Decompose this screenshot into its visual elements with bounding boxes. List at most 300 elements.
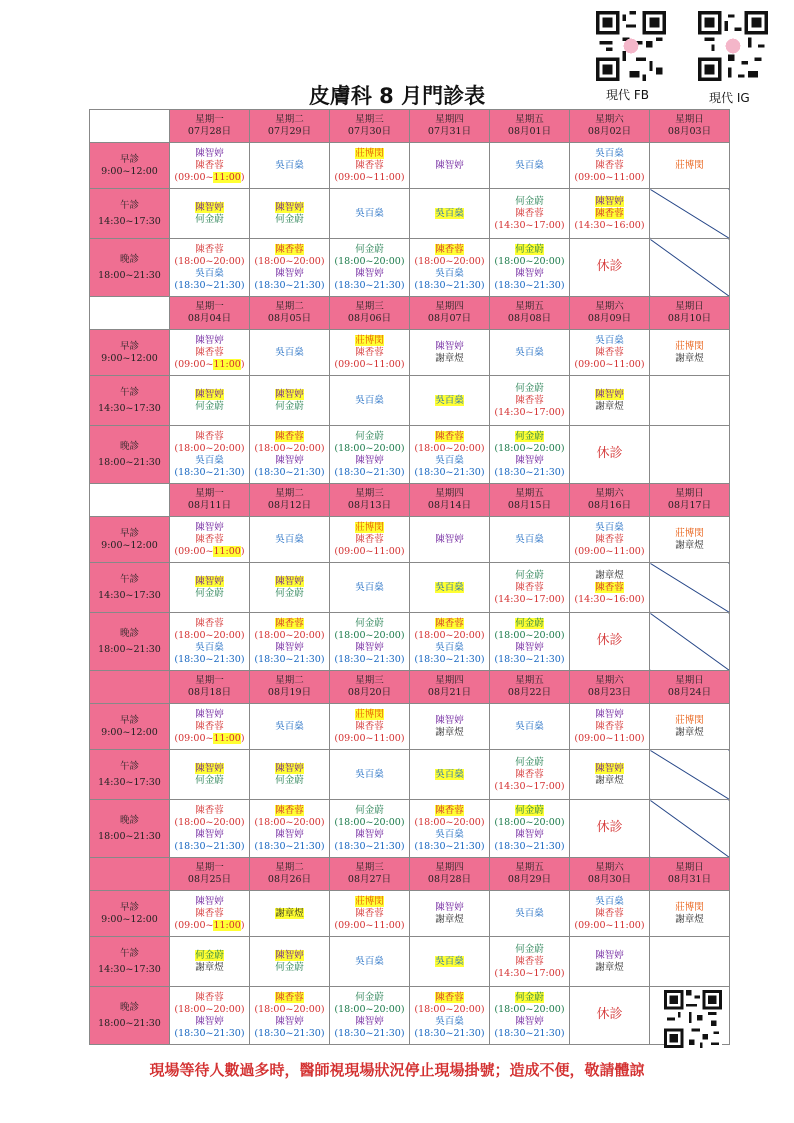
weekday-label: 星期五 bbox=[515, 488, 544, 499]
date-label: 08月30日 bbox=[587, 874, 632, 885]
week-header-row bbox=[90, 484, 730, 517]
doctor-line bbox=[170, 455, 249, 467]
closed-label: 休診 bbox=[596, 633, 623, 648]
doctor-line bbox=[490, 160, 569, 172]
doctor-line bbox=[410, 280, 489, 292]
doctor-name: 陳香蓉 bbox=[195, 159, 224, 171]
session-hours: 14:30~17:30 bbox=[98, 215, 161, 227]
doctor-line bbox=[250, 576, 329, 588]
day-header bbox=[570, 858, 650, 891]
doctor-line bbox=[170, 1028, 249, 1040]
day-header bbox=[490, 484, 570, 517]
session-time: (18:00~20:00) bbox=[254, 1003, 325, 1015]
doctor-line bbox=[490, 570, 569, 582]
doctor-name: 何金蔚 bbox=[275, 400, 304, 412]
doctor-name: 陳香蓉 bbox=[435, 991, 464, 1003]
schedule-cell bbox=[570, 613, 650, 671]
doctor-line bbox=[490, 618, 569, 630]
date-label: 08月09日 bbox=[587, 313, 632, 324]
weekday-label: 星期二 bbox=[275, 114, 304, 125]
doctor-line bbox=[490, 805, 569, 817]
date-label: 08月25日 bbox=[187, 874, 232, 885]
doctor-name: 何金蔚 bbox=[515, 430, 544, 442]
day-header bbox=[410, 671, 490, 704]
doctor-line bbox=[570, 709, 649, 721]
schedule-cell bbox=[490, 750, 570, 800]
doctor-line bbox=[410, 455, 489, 467]
session-time: (18:30~21:30) bbox=[254, 279, 325, 291]
doctor-name: 吳百燊 bbox=[595, 895, 624, 907]
doctor-line bbox=[570, 148, 649, 160]
doctor-name: 陳香蓉 bbox=[595, 581, 624, 593]
session-time: (09:00~11:00) bbox=[334, 171, 405, 183]
session-time: (18:00~20:00) bbox=[494, 442, 565, 454]
weekday-label: 星期六 bbox=[595, 862, 624, 873]
doctor-line bbox=[170, 172, 249, 184]
doctor-name: 陳香蓉 bbox=[435, 243, 464, 255]
day-header bbox=[650, 297, 730, 330]
schedule-cell bbox=[570, 891, 650, 937]
doctor-line bbox=[570, 160, 649, 172]
time-close: ) bbox=[240, 358, 245, 370]
time-start: (09:00~ bbox=[174, 545, 214, 557]
session-row-evening bbox=[90, 987, 730, 1045]
doctor-line bbox=[570, 920, 649, 932]
doctor-line bbox=[410, 618, 489, 630]
session-time: (14:30~17:00) bbox=[494, 406, 565, 418]
doctor-line bbox=[650, 341, 729, 353]
doctor-name: 吳百燊 bbox=[435, 454, 464, 466]
day-header bbox=[490, 858, 570, 891]
doctor-name: 吳百燊 bbox=[435, 641, 464, 653]
doctor-name: 陳智婷 bbox=[595, 708, 624, 720]
schedule-cell bbox=[650, 330, 730, 376]
day-header bbox=[330, 671, 410, 704]
doctor-name: 何金蔚 bbox=[195, 213, 224, 225]
day-header bbox=[650, 484, 730, 517]
schedule-cell bbox=[170, 426, 250, 484]
doctor-name: 謝章煜 bbox=[675, 539, 704, 551]
qr-code-ig[interactable] bbox=[698, 11, 768, 81]
schedule-cell bbox=[570, 426, 650, 484]
day-header bbox=[490, 297, 570, 330]
doctor-line bbox=[410, 1016, 489, 1028]
day-header bbox=[410, 858, 490, 891]
day-header bbox=[250, 671, 330, 704]
weekday-label: 星期四 bbox=[435, 114, 464, 125]
doctor-name: 陳智婷 bbox=[275, 949, 304, 961]
session-row-afternoon bbox=[90, 189, 730, 239]
doctor-line bbox=[170, 950, 249, 962]
doctor-line bbox=[250, 268, 329, 280]
session-time: (18:30~21:30) bbox=[174, 1027, 245, 1039]
doctor-line bbox=[330, 1016, 409, 1028]
doctor-name: 何金蔚 bbox=[355, 617, 384, 629]
doctor-name: 何金蔚 bbox=[515, 617, 544, 629]
doctor-line bbox=[170, 588, 249, 600]
doctor-line bbox=[570, 962, 649, 974]
session-row-evening bbox=[90, 426, 730, 484]
unavailable-cell bbox=[650, 800, 730, 858]
schedule-cell bbox=[330, 426, 410, 484]
session-time: (18:30~21:30) bbox=[414, 653, 485, 665]
doctor-line bbox=[330, 709, 409, 721]
session-label bbox=[90, 891, 170, 937]
schedule-cell bbox=[570, 189, 650, 239]
doctor-line bbox=[490, 431, 569, 443]
doctor-line bbox=[170, 896, 249, 908]
doctor-name: 吳百燊 bbox=[355, 581, 384, 593]
doctor-name: 陳香蓉 bbox=[435, 430, 464, 442]
doctor-line bbox=[170, 733, 249, 745]
week-header-row bbox=[90, 297, 730, 330]
schedule-cell bbox=[250, 704, 330, 750]
schedule-cell bbox=[330, 987, 410, 1045]
doctor-name: 陳智婷 bbox=[195, 201, 224, 213]
doctor-name: 吳百燊 bbox=[515, 907, 544, 919]
doctor-name: 何金蔚 bbox=[275, 961, 304, 973]
doctor-line bbox=[650, 528, 729, 540]
doctor-name: 何金蔚 bbox=[355, 243, 384, 255]
doctor-name: 陳智婷 bbox=[595, 949, 624, 961]
weekday-label: 星期一 bbox=[195, 114, 224, 125]
weekday-label: 星期四 bbox=[435, 301, 464, 312]
doctor-line bbox=[330, 148, 409, 160]
doctor-name: 陳智婷 bbox=[195, 1015, 224, 1027]
unavailable-cell bbox=[650, 189, 730, 239]
doctor-line bbox=[410, 341, 489, 353]
doctor-line bbox=[170, 618, 249, 630]
doctor-line bbox=[250, 841, 329, 853]
session-time: (09:00~11:00) bbox=[334, 919, 405, 931]
doctor-line bbox=[650, 727, 729, 739]
doctor-name: 吳百燊 bbox=[275, 159, 304, 171]
doctor-name: 吳百燊 bbox=[195, 454, 224, 466]
doctor-line bbox=[250, 805, 329, 817]
doctor-line bbox=[650, 914, 729, 926]
doctor-line bbox=[330, 769, 409, 781]
doctor-name: 陳智婷 bbox=[275, 828, 304, 840]
doctor-name: 陳智婷 bbox=[195, 762, 224, 774]
doctor-line bbox=[170, 522, 249, 534]
qr-fb-label: 現代 FB bbox=[606, 88, 649, 102]
day-header bbox=[250, 297, 330, 330]
doctor-line bbox=[490, 534, 569, 546]
date-label: 07月29日 bbox=[267, 126, 312, 137]
doctor-name: 吳百燊 bbox=[195, 641, 224, 653]
doctor-line bbox=[490, 347, 569, 359]
schedule-cell bbox=[410, 517, 490, 563]
session-time: (18:30~21:30) bbox=[254, 1027, 325, 1039]
schedule-cell bbox=[570, 704, 650, 750]
doctor-line bbox=[330, 582, 409, 594]
session-label bbox=[90, 704, 170, 750]
doctor-line bbox=[410, 727, 489, 739]
qr-code-fb[interactable] bbox=[596, 11, 666, 81]
session-time: (18:00~20:00) bbox=[334, 442, 405, 454]
session-time: (18:00~20:00) bbox=[174, 816, 245, 828]
schedule-cell bbox=[650, 517, 730, 563]
date-label: 08月28日 bbox=[427, 874, 472, 885]
session-time: (09:00~11:00) bbox=[574, 171, 645, 183]
date-label: 08月06日 bbox=[347, 313, 392, 324]
schedule-cell bbox=[650, 143, 730, 189]
session-hours: 14:30~17:30 bbox=[98, 776, 161, 788]
time-close: ) bbox=[240, 732, 245, 744]
schedule-cell bbox=[410, 750, 490, 800]
session-hours: 9:00~12:00 bbox=[101, 726, 158, 738]
closed-label: 休診 bbox=[596, 259, 623, 274]
doctor-name: 謝章煜 bbox=[435, 352, 464, 364]
schedule-cell bbox=[330, 143, 410, 189]
day-header bbox=[650, 110, 730, 143]
time-start: (09:00~ bbox=[174, 732, 214, 744]
doctor-line bbox=[170, 775, 249, 787]
doctor-name: 陳香蓉 bbox=[595, 346, 624, 358]
header-blank-cell bbox=[90, 484, 170, 517]
doctor-name: 吳百燊 bbox=[195, 267, 224, 279]
session-time: (18:30~21:30) bbox=[494, 279, 565, 291]
doctor-line bbox=[250, 443, 329, 455]
doctor-line bbox=[250, 347, 329, 359]
time-close: ) bbox=[240, 919, 245, 931]
doctor-line bbox=[410, 160, 489, 172]
weekday-label: 星期一 bbox=[195, 301, 224, 312]
doctor-line bbox=[490, 1028, 569, 1040]
date-label: 08月20日 bbox=[347, 687, 392, 698]
header-blank-cell bbox=[90, 110, 170, 143]
session-time: (18:00~20:00) bbox=[334, 629, 405, 641]
date-label: 08月18日 bbox=[187, 687, 232, 698]
doctor-name: 陳智婷 bbox=[435, 159, 464, 171]
session-time: (09:00~11:00) bbox=[334, 545, 405, 557]
session-row-morning bbox=[90, 330, 730, 376]
schedule-cell bbox=[650, 426, 730, 484]
doctor-line bbox=[410, 467, 489, 479]
doctor-line bbox=[410, 431, 489, 443]
doctor-line bbox=[330, 455, 409, 467]
schedule-cell bbox=[490, 330, 570, 376]
doctor-line bbox=[490, 208, 569, 220]
session-time: (09:00~11:00) bbox=[334, 732, 405, 744]
schedule-table bbox=[89, 109, 730, 1045]
day-header bbox=[330, 297, 410, 330]
doctor-name: 吳百燊 bbox=[275, 720, 304, 732]
weekday-label: 星期五 bbox=[515, 301, 544, 312]
schedule-cell bbox=[250, 937, 330, 987]
session-name: 午診 bbox=[119, 386, 139, 398]
date-label: 08月01日 bbox=[507, 126, 552, 137]
day-header bbox=[250, 858, 330, 891]
doctor-line bbox=[490, 841, 569, 853]
qr-code-bottom[interactable] bbox=[664, 990, 722, 1048]
doctor-line bbox=[170, 347, 249, 359]
doctor-line bbox=[650, 902, 729, 914]
date-label: 07月31日 bbox=[427, 126, 472, 137]
doctor-name: 謝章煜 bbox=[595, 774, 624, 786]
doctor-line bbox=[650, 160, 729, 172]
date-label: 08月03日 bbox=[667, 126, 712, 137]
doctor-name: 謝章煜 bbox=[195, 961, 224, 973]
doctor-name: 陳智婷 bbox=[275, 388, 304, 400]
doctor-line bbox=[330, 443, 409, 455]
doctor-name: 陳智婷 bbox=[195, 388, 224, 400]
doctor-name: 吳百燊 bbox=[275, 533, 304, 545]
doctor-name: 陳香蓉 bbox=[195, 617, 224, 629]
weekday-label: 星期四 bbox=[435, 675, 464, 686]
day-header bbox=[570, 110, 650, 143]
schedule-cell bbox=[650, 704, 730, 750]
doctor-name: 吳百燊 bbox=[515, 720, 544, 732]
session-time: (18:30~21:30) bbox=[494, 653, 565, 665]
day-header bbox=[570, 297, 650, 330]
session-hours: 18:00~21:30 bbox=[98, 456, 161, 468]
schedule-cell bbox=[170, 563, 250, 613]
doctor-name: 陳香蓉 bbox=[195, 243, 224, 255]
schedule-cell bbox=[330, 239, 410, 297]
session-time: (18:30~21:30) bbox=[414, 466, 485, 478]
doctor-name: 陳香蓉 bbox=[595, 907, 624, 919]
date-label: 07月30日 bbox=[347, 126, 392, 137]
doctor-line bbox=[410, 1028, 489, 1040]
weekday-label: 星期三 bbox=[355, 862, 384, 873]
closed-label: 休診 bbox=[596, 446, 623, 461]
doctor-line bbox=[330, 642, 409, 654]
session-time: (09:00~11:00) bbox=[574, 919, 645, 931]
week-header-row bbox=[90, 671, 730, 704]
doctor-line bbox=[250, 908, 329, 920]
doctor-line bbox=[170, 709, 249, 721]
weekday-label: 星期日 bbox=[675, 862, 704, 873]
doctor-name: 陳智婷 bbox=[195, 708, 224, 720]
doctor-name: 陳智婷 bbox=[355, 454, 384, 466]
weekday-label: 星期六 bbox=[595, 488, 624, 499]
doctor-line bbox=[250, 202, 329, 214]
doctor-line bbox=[330, 630, 409, 642]
session-label bbox=[90, 143, 170, 189]
doctor-name: 陳智婷 bbox=[275, 575, 304, 587]
doctor-name: 何金蔚 bbox=[515, 243, 544, 255]
doctor-line bbox=[170, 576, 249, 588]
doctor-line bbox=[410, 715, 489, 727]
qr-ig-label: 現代 IG bbox=[709, 91, 750, 105]
doctor-line bbox=[250, 214, 329, 226]
doctor-name: 陳香蓉 bbox=[275, 430, 304, 442]
doctor-line bbox=[330, 829, 409, 841]
schedule-cell bbox=[330, 330, 410, 376]
doctor-line bbox=[170, 443, 249, 455]
date-label: 08月12日 bbox=[267, 500, 312, 511]
doctor-name: 謝章煜 bbox=[595, 400, 624, 412]
doctor-line bbox=[570, 582, 649, 594]
schedule-cell bbox=[410, 143, 490, 189]
doctor-line bbox=[490, 594, 569, 606]
session-hours: 18:00~21:30 bbox=[98, 1017, 161, 1029]
session-label bbox=[90, 937, 170, 987]
doctor-line bbox=[490, 244, 569, 256]
doctor-name: 莊博閔 bbox=[675, 527, 704, 539]
weekday-label: 星期六 bbox=[595, 301, 624, 312]
session-hours: 9:00~12:00 bbox=[101, 539, 158, 551]
session-time: (18:00~20:00) bbox=[254, 629, 325, 641]
doctor-name: 何金蔚 bbox=[195, 949, 224, 961]
session-name: 早診 bbox=[119, 340, 139, 352]
doctor-line bbox=[250, 775, 329, 787]
weekday-label: 星期一 bbox=[195, 488, 224, 499]
session-label bbox=[90, 563, 170, 613]
session-time: (18:30~21:30) bbox=[174, 466, 245, 478]
doctor-line bbox=[170, 335, 249, 347]
doctor-line bbox=[170, 829, 249, 841]
doctor-line bbox=[250, 389, 329, 401]
session-name: 晚診 bbox=[119, 253, 139, 265]
doctor-name: 陳香蓉 bbox=[595, 533, 624, 545]
schedule-cell bbox=[570, 563, 650, 613]
day-header bbox=[570, 484, 650, 517]
schedule-cell bbox=[170, 189, 250, 239]
schedule-cell bbox=[410, 891, 490, 937]
doctor-line bbox=[570, 733, 649, 745]
doctor-name: 陳香蓉 bbox=[195, 907, 224, 919]
doctor-line bbox=[490, 1004, 569, 1016]
session-time: (18:00~20:00) bbox=[254, 816, 325, 828]
session-time: (09:00~11:00) bbox=[574, 358, 645, 370]
doctor-line bbox=[250, 256, 329, 268]
session-hours: 9:00~12:00 bbox=[101, 165, 158, 177]
doctor-name: 莊博閔 bbox=[675, 714, 704, 726]
doctor-name: 陳香蓉 bbox=[515, 768, 544, 780]
doctor-line bbox=[330, 817, 409, 829]
doctor-line bbox=[650, 715, 729, 727]
schedule-cell bbox=[170, 376, 250, 426]
schedule-cell bbox=[570, 987, 650, 1045]
doctor-line bbox=[650, 353, 729, 365]
schedule-cell bbox=[490, 937, 570, 987]
doctor-line bbox=[250, 160, 329, 172]
doctor-name: 陳香蓉 bbox=[275, 804, 304, 816]
doctor-line bbox=[250, 1016, 329, 1028]
session-label bbox=[90, 517, 170, 563]
doctor-name: 何金蔚 bbox=[515, 943, 544, 955]
doctor-line bbox=[170, 160, 249, 172]
doctor-name: 莊博閔 bbox=[675, 901, 704, 913]
time-start: (09:00~ bbox=[174, 919, 214, 931]
schedule-cell bbox=[250, 517, 330, 563]
schedule-cell bbox=[250, 750, 330, 800]
session-time: (18:00~20:00) bbox=[334, 816, 405, 828]
doctor-line bbox=[170, 992, 249, 1004]
doctor-line bbox=[170, 280, 249, 292]
date-label: 08月14日 bbox=[427, 500, 472, 511]
doctor-line bbox=[330, 467, 409, 479]
doctor-name: 吳百燊 bbox=[515, 159, 544, 171]
doctor-line bbox=[330, 721, 409, 733]
doctor-name: 陳智婷 bbox=[435, 901, 464, 913]
doctor-name: 何金蔚 bbox=[355, 804, 384, 816]
doctor-line bbox=[250, 630, 329, 642]
doctor-name: 吳百燊 bbox=[355, 207, 384, 219]
session-hours: 18:00~21:30 bbox=[98, 643, 161, 655]
day-header bbox=[490, 110, 570, 143]
doctor-name: 陳智婷 bbox=[275, 267, 304, 279]
date-label: 08月19日 bbox=[267, 687, 312, 698]
schedule-cell bbox=[410, 426, 490, 484]
day-header bbox=[330, 484, 410, 517]
schedule-cell bbox=[330, 517, 410, 563]
doctor-name: 陳智婷 bbox=[195, 895, 224, 907]
doctor-line bbox=[490, 769, 569, 781]
doctor-name: 陳智婷 bbox=[195, 147, 224, 159]
